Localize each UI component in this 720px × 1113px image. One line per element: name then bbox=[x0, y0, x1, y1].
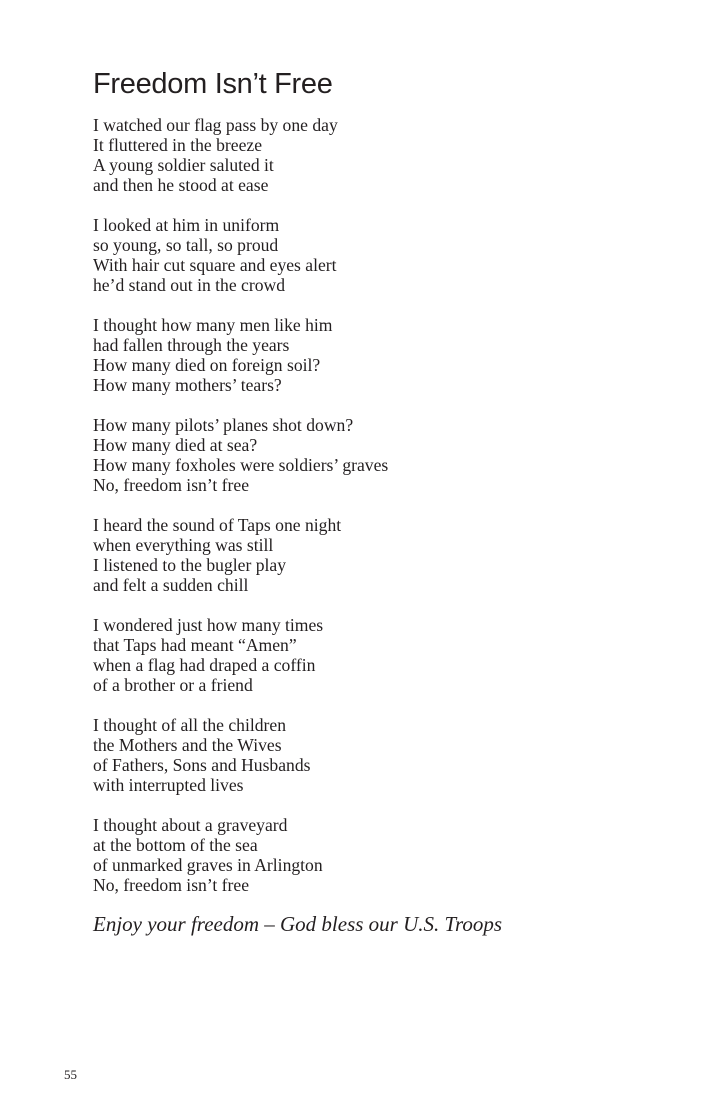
poem-body bbox=[93, 115, 388, 915]
stanza bbox=[93, 615, 388, 695]
poem-line: he’d stand out in the crowd bbox=[93, 275, 286, 295]
poem-line: How many foxholes were soldiers’ graves bbox=[93, 455, 389, 475]
page-number: 55 bbox=[64, 1067, 77, 1082]
poem-line: I thought of all the children bbox=[93, 715, 286, 735]
stanza bbox=[93, 515, 388, 595]
poem-line: with interrupted lives bbox=[93, 775, 244, 795]
closing-line: Enjoy your freedom – God bless our U.S. Troops bbox=[93, 912, 503, 936]
poem-line: With hair cut square and eyes alert bbox=[93, 255, 337, 275]
poem-line: when a flag had draped a coffin bbox=[93, 655, 316, 675]
poem-line: of a brother or a friend bbox=[93, 675, 253, 695]
poem-title: Freedom Isn’t Free bbox=[93, 68, 333, 100]
poem-line: when everything was still bbox=[93, 535, 274, 555]
poem-line: and then he stood at ease bbox=[93, 175, 269, 195]
poem-line: I wondered just how many times bbox=[93, 615, 324, 635]
stanza bbox=[93, 115, 388, 195]
poem-line: How many died on foreign soil? bbox=[93, 355, 321, 375]
poem-line: How many died at sea? bbox=[93, 435, 258, 455]
poem-line: had fallen through the years bbox=[93, 335, 290, 355]
poem-line: I looked at him in uniform bbox=[93, 215, 280, 235]
poem-line: A young soldier saluted it bbox=[93, 155, 274, 175]
poem-line: I watched our flag pass by one day bbox=[93, 115, 338, 135]
poem-line: of Fathers, Sons and Husbands bbox=[93, 755, 311, 775]
stanza bbox=[93, 815, 388, 895]
poem-line: and felt a sudden chill bbox=[93, 575, 249, 595]
poem-line: that Taps had meant “Amen” bbox=[93, 635, 297, 655]
stanza bbox=[93, 715, 388, 795]
poem-line: I thought how many men like him bbox=[93, 315, 333, 335]
poem-line: I heard the sound of Taps one night bbox=[93, 515, 342, 535]
poem-line: I thought about a graveyard bbox=[93, 815, 288, 835]
poem-line: No, freedom isn’t free bbox=[93, 475, 250, 495]
poem-line: It fluttered in the breeze bbox=[93, 135, 263, 155]
poem-line: of unmarked graves in Arlington bbox=[93, 855, 323, 875]
poem-line: at the bottom of the sea bbox=[93, 835, 258, 855]
poem-line: How many pilots’ planes shot down? bbox=[93, 415, 354, 435]
stanza bbox=[93, 215, 388, 295]
poem-line: How many mothers’ tears? bbox=[93, 375, 282, 395]
poem-line: so young, so tall, so proud bbox=[93, 235, 279, 255]
stanza bbox=[93, 415, 388, 495]
poem-line: the Mothers and the Wives bbox=[93, 735, 282, 755]
poem-line: No, freedom isn’t free bbox=[93, 875, 250, 895]
stanza bbox=[93, 315, 388, 395]
poem-line: I listened to the bugler play bbox=[93, 555, 286, 575]
